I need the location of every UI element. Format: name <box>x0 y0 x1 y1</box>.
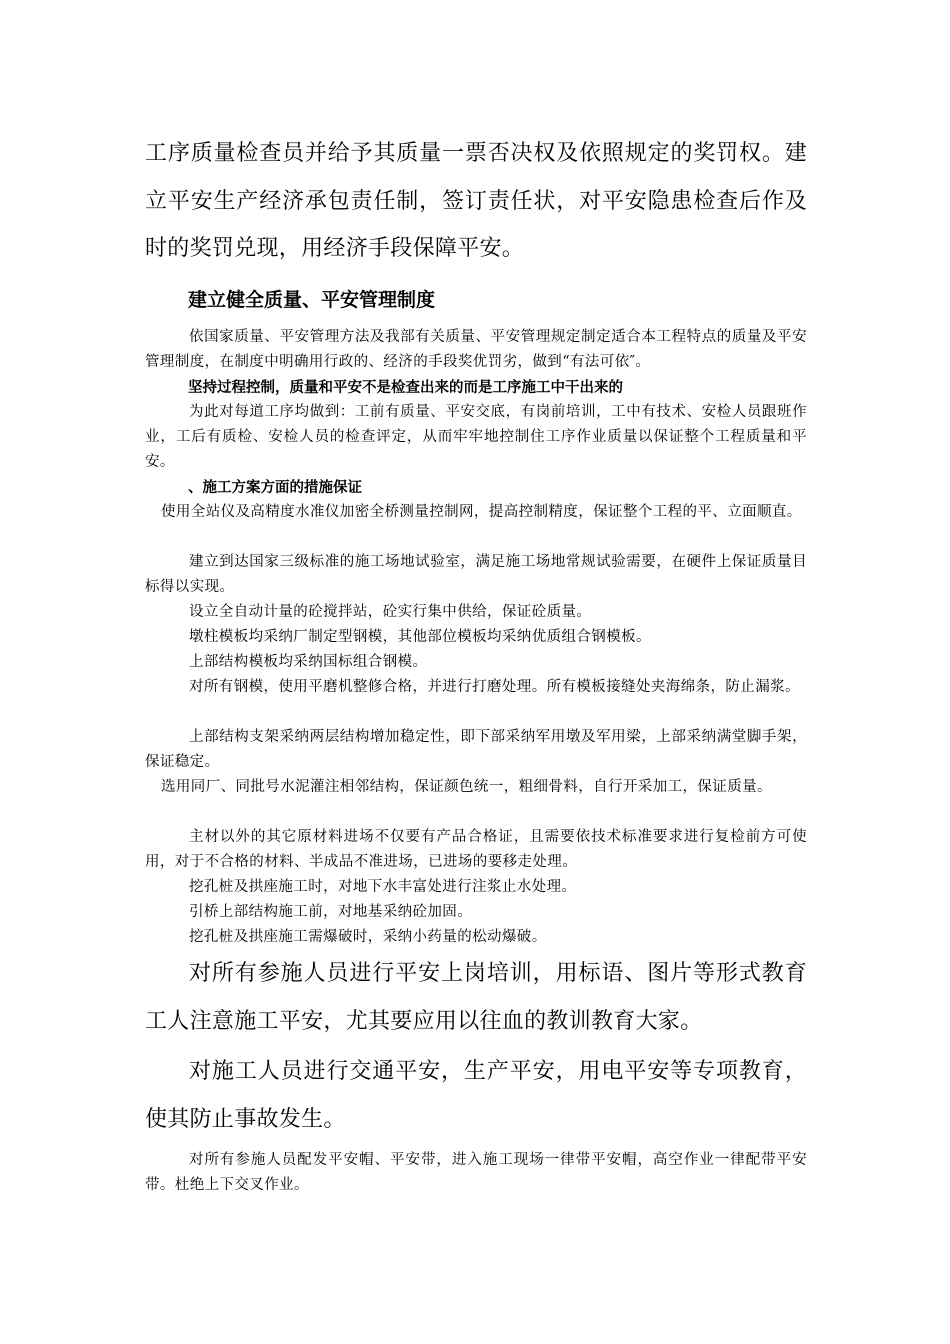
paragraph-8: 上部结构模板均采纳国标组合钢模。 <box>189 654 428 670</box>
paragraph-18: 对所有参施人员配发平安帽、平安带，进入施工现场一律带平安帽，高空作业一律配带平安带。杜绝上下交叉作业。 <box>145 1152 807 1193</box>
paragraph-11: 选用同厂、同批号水泥灌注相邻结构，保证颜色统一，粗细骨料，自行开采加工，保证质量。 <box>161 779 772 795</box>
paragraph-5: 建立到达国家三级标准的施工场地试验室，满足施工场地常规试验需要，在硬件上保证质量目标得以实现。 <box>145 554 807 595</box>
paragraph-3: 为此对每道工序均做到：工前有质量、平安交底，有岗前培训，工中有技术、安检人员跟班作业，工后有质检、安检人员的检查评定，从而牢牢地控制住工序作业质量以保证整个工程质量和平安。 <box>145 404 807 470</box>
paragraph-2: 依国家质量、平安管理方法及我部有关质量、平安管理规定制定适合本工程特点的质量及平安管理制度，在制度中明确用行政的、经济的手段奖优罚劣，做到“有法可依″。 <box>145 329 807 370</box>
heading-quality-safety-system: 建立健全质量、平安管理制度 <box>188 289 436 311</box>
paragraph-7: 墩柱模板均采纳厂制定型钢模，其他部位模板均采纳优质组合钢模板。 <box>189 629 651 645</box>
paragraph-14: 引桥上部结构施工前，对地基采纳砼加固。 <box>189 904 473 920</box>
paragraph-9: 对所有钢模，使用平磨机整修合格，并进行打磨处理。所有模板接缝处夹海绵条，防止漏浆。 <box>189 679 800 695</box>
paragraph-17: 对施工人员进行交通平安，生产平安，用电平安等专项教育，使其防止事故发生。 <box>145 1059 807 1132</box>
heading-process-control: 坚持过程控制，质量和平安不是检查出来的而是工序施工中干出来的 <box>188 379 623 396</box>
paragraph-13: 挖孔桩及拱座施工时，对地下水丰富处进行注浆止水处理。 <box>189 879 577 895</box>
paragraph-16: 对所有参施人员进行平安上岗培训，用标语、图片等形式教育工人注意施工平安，尤其要应用以往血的教训教育大家。 <box>145 961 807 1034</box>
heading-construction-plan-measures: 、施工方案方面的措施保证 <box>188 479 362 496</box>
paragraph-12: 主材以外的其它原材料进场不仅要有产品合格证，且需要依技术标准要求进行复检前方可使用，对于不合格的材料、半成品不准进场，已进场的要移走处理。 <box>145 829 807 870</box>
paragraph-6: 设立全自动计量的砼搅拌站，砼实行集中供给，保证砼质量。 <box>189 604 592 620</box>
paragraph-10: 上部结构支架采纳两层结构增加稳定性，即下部采纳军用墩及军用梁，上部采纳满堂脚手架，保证稳定。 <box>145 729 807 770</box>
paragraph-4: 使用全站仪及高精度水准仪加密全桥测量控制网，提高控制精度，保证整个工程的平、立面顺直。 <box>161 504 802 520</box>
paragraph-1: 工序质量检查员并给予其质量一票否决权及依照规定的奖罚权。建立平安生产经济承包责任制，签订责任状，对平安隐患检查后作及时的奖罚兑现，用经济手段保障平安。 <box>145 141 807 261</box>
paragraph-15: 挖孔桩及拱座施工需爆破时，采纳小药量的松动爆破。 <box>189 929 547 945</box>
